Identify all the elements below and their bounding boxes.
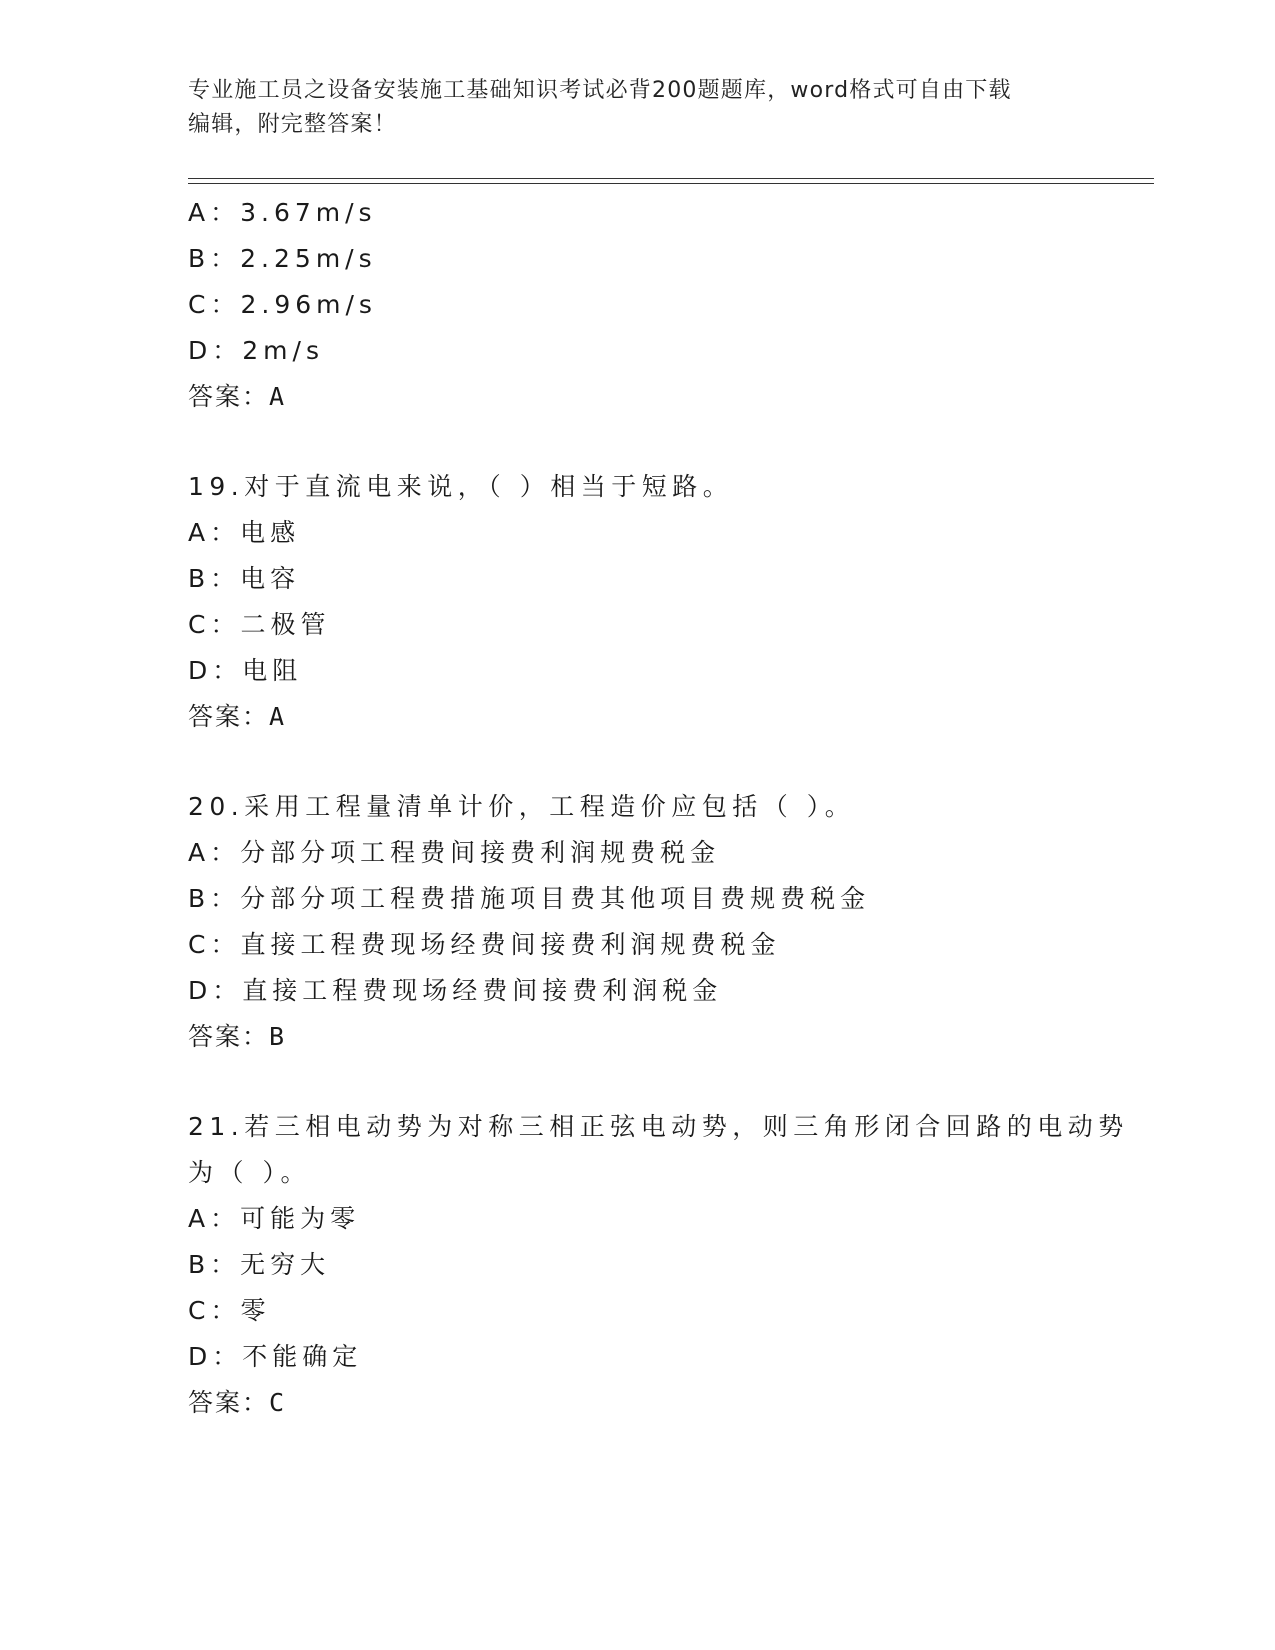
- question-stem: 19.对于直流电来说，（ ）相当于短路。: [188, 472, 734, 501]
- option-text: 电感: [240, 518, 301, 547]
- option-text: 电阻: [242, 656, 303, 685]
- option-key: C：: [188, 1296, 241, 1325]
- option-text: 直接工程费现场经费间接费利润规费税金: [240, 930, 781, 959]
- option-a: [188, 190, 1148, 236]
- question-20: [188, 784, 1148, 1060]
- question-18: [188, 190, 1148, 420]
- option-c: [188, 1288, 1148, 1334]
- option-a: [188, 510, 1148, 556]
- answer-value: A: [269, 702, 287, 731]
- option-text: 可能为零: [240, 1204, 361, 1233]
- document-header: [188, 74, 1088, 142]
- answer-value: A: [269, 382, 287, 411]
- option-key: D：: [188, 656, 243, 685]
- option-text: 2.25m/s: [240, 244, 377, 273]
- answer-label: 答案：: [188, 702, 270, 731]
- option-key: B：: [188, 884, 241, 913]
- option-text: 无穷大: [240, 1250, 331, 1279]
- option-text: 2m/s: [242, 336, 324, 365]
- answer-line: [188, 1380, 1148, 1426]
- header-divider-bottom: [188, 183, 1154, 184]
- option-key: D：: [188, 336, 243, 365]
- option-d: [188, 1334, 1148, 1380]
- option-b: [188, 876, 1148, 922]
- option-key: D：: [188, 1342, 243, 1371]
- option-b: [188, 556, 1148, 602]
- option-key: A：: [188, 1204, 241, 1233]
- question-19: [188, 464, 1148, 740]
- header-line-1: 专业施工员之设备安装施工基础知识考试必背200题题库，word格式可自由下载: [188, 78, 1012, 103]
- spacer: [188, 1060, 1148, 1104]
- option-c: [188, 922, 1148, 968]
- answer-label: 答案：: [188, 1388, 270, 1417]
- spacer: [188, 420, 1148, 464]
- option-text: 分部分项工程费间接费利润规费税金: [240, 838, 721, 867]
- option-text: 直接工程费现场经费间接费利润税金: [242, 976, 723, 1005]
- option-b: [188, 236, 1148, 282]
- spacer: [188, 740, 1148, 784]
- answer-line: [188, 694, 1148, 740]
- option-c: [188, 602, 1148, 648]
- option-key: C：: [188, 290, 241, 319]
- option-d: [188, 328, 1148, 374]
- option-d: [188, 968, 1148, 1014]
- option-key: C：: [188, 930, 241, 959]
- option-key: C：: [188, 610, 241, 639]
- question-stem: 20.采用工程量清单计价，工程造价应包括（ ）。: [188, 792, 856, 821]
- question-stem-line-1: 21.若三相电动势为对称三相正弦电动势，则三角形闭合回路的电动势: [188, 1112, 1129, 1141]
- answer-value: C: [269, 1388, 287, 1417]
- option-text: 零: [240, 1296, 271, 1325]
- option-text: 二极管: [240, 610, 331, 639]
- option-c: [188, 282, 1148, 328]
- option-text: 电容: [240, 564, 301, 593]
- question-list: [188, 190, 1148, 1426]
- answer-line: [188, 1014, 1148, 1060]
- answer-value: B: [269, 1022, 287, 1051]
- option-a: [188, 1196, 1148, 1242]
- option-key: B：: [188, 244, 241, 273]
- option-d: [188, 648, 1148, 694]
- option-text: 2.96m/s: [240, 290, 377, 319]
- option-key: A：: [188, 518, 241, 547]
- option-key: B：: [188, 564, 241, 593]
- answer-label: 答案：: [188, 382, 270, 411]
- question-stem-line-2: 为（ ）。: [188, 1158, 311, 1187]
- option-text: 分部分项工程费措施项目费其他项目费规费税金: [240, 884, 871, 913]
- option-key: A：: [188, 838, 241, 867]
- answer-label: 答案：: [188, 1022, 270, 1051]
- option-key: A：: [188, 198, 241, 227]
- header-line-2: 编辑，附完整答案！: [188, 112, 397, 137]
- option-text: 不能确定: [242, 1342, 363, 1371]
- option-text: 3.67m/s: [240, 198, 377, 227]
- header-divider-top: [188, 178, 1154, 179]
- option-key: B：: [188, 1250, 241, 1279]
- question-21: [188, 1104, 1148, 1426]
- option-key: D：: [188, 976, 243, 1005]
- option-b: [188, 1242, 1148, 1288]
- option-a: [188, 830, 1148, 876]
- answer-line: [188, 374, 1148, 420]
